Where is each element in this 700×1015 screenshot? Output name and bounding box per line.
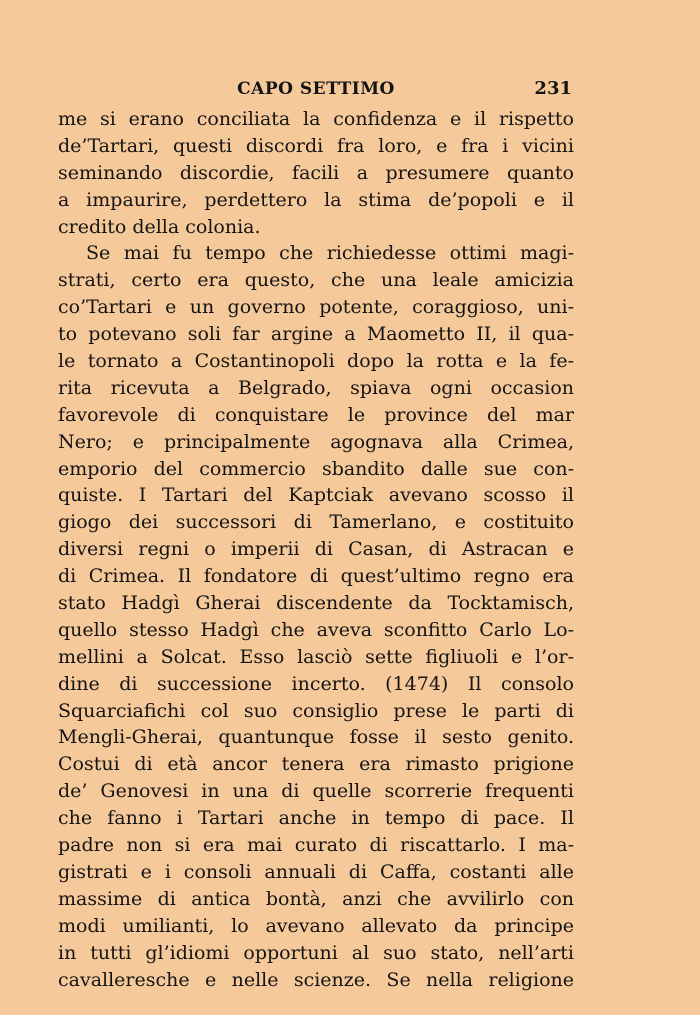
- text-line: gistrati e i consoli annuali di Caffa, costanti alle: [58, 860, 574, 883]
- text-line: quello stesso Hadgì che aveva sconfitto Carlo Lo-: [58, 618, 574, 641]
- text-line: de’ Genovesi in una di quelle scorrerie frequenti: [58, 780, 574, 803]
- text-line: modi umilianti, lo avevano allevato da principe: [58, 914, 574, 937]
- text-line: credito della colonia.: [58, 215, 261, 238]
- text-line: le tornato a Costantinopoli dopo la rotta e la fe-: [58, 350, 574, 373]
- text-line: cavalleresche e nelle scienze. Se nella religione: [58, 968, 574, 991]
- text-line: giogo dei successori di Tamerlano, e costituito: [58, 511, 574, 534]
- chapter-title: CAPO SETTIMO: [237, 79, 395, 99]
- text-line: de’Tartari, questi discordi fra loro, e fra i vicini: [58, 134, 574, 157]
- text-line: a impaurire, perdettero la stima de’popoli e il: [58, 188, 574, 211]
- text-line: Costui di età ancor tenera era rimasto prigione: [58, 753, 574, 776]
- text-line: dine di successione incerto. (1474) Il consolo: [58, 672, 574, 695]
- text-line: seminando discordie, facili a presumere quanto: [58, 161, 574, 184]
- text-line: emporio del commercio sbandito dalle sue con-: [58, 457, 574, 480]
- page-number: 231: [534, 78, 572, 99]
- text-line: in tutti gl’idiomi opportuni al suo stato, nell’arti: [58, 941, 574, 964]
- text-line: Mengli-Gherai, quantunque fosse il sesto genito.: [58, 726, 574, 749]
- text-line: che fanno i Tartari anche in tempo di pace. Il: [58, 807, 574, 830]
- text-line: me si erano conciliata la confidenza e il rispetto: [58, 108, 574, 130]
- text-line: diversi regni o imperii di Casan, di Astracan e: [58, 538, 574, 561]
- text-line: di Crimea. Il fondatore di quest’ultimo regno era: [58, 565, 574, 588]
- text-line: mellini a Solcat. Esso lasciò sette figliuoli e l’or-: [58, 645, 574, 668]
- text-line: padre non si era mai curato di riscattarlo. I ma-: [58, 834, 574, 857]
- text-line: strati, certo era questo, che una leale amicizia: [58, 269, 574, 292]
- text-line: Nero; e principalmente agognava alla Crimea,: [58, 430, 574, 453]
- text-line: stato Hadgì Gherai discendente da Tocktamisch,: [58, 592, 574, 615]
- paragraph-first-line: Se mai fu tempo che richiedesse ottimi magi-: [86, 242, 574, 265]
- text-line: favorevole di conquistare le province del mar: [58, 403, 574, 426]
- text-line: co’Tartari e un governo potente, coraggioso, uni-: [58, 296, 574, 319]
- body-text: [58, 106, 574, 993]
- running-head: [58, 76, 574, 102]
- text-line: rita ricevuta a Belgrado, spiava ogni occasion: [58, 376, 574, 399]
- text-line: quiste. I Tartari del Kaptciak avevano scosso il: [58, 484, 574, 507]
- text-line: massime di antica bontà, anzi che avvilirlo con: [58, 887, 574, 910]
- text-line: Squarciafichi col suo consiglio prese le parti di: [58, 699, 574, 722]
- text-line: to potevano soli far argine a Maometto II, il qua-: [58, 323, 574, 346]
